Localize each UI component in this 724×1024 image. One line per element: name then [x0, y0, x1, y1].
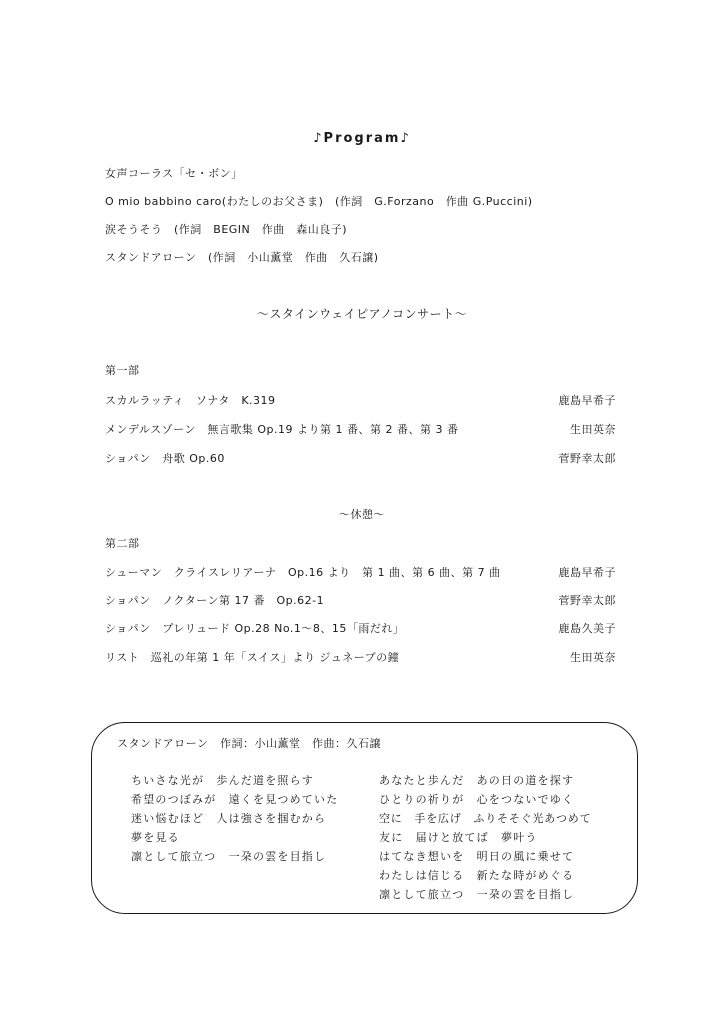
- part2-piece-1: シューマン クライスレリアーナ Op.16 より 第 1 曲、第 6 曲、第 7 曲: [105, 566, 501, 579]
- choir-item-2: O mio babbino caro(わたしのお父さま) (作詞 G.Forzano 作曲 G.Puccini): [105, 195, 533, 208]
- lyrics-right-line: 凛として旅立つ 一朶の雲を目指し: [379, 888, 575, 901]
- lyrics-right-line: あなたと歩んだ あの日の道を探す: [379, 774, 575, 787]
- part1-performer-1: 鹿島早希子: [558, 394, 616, 407]
- lyrics-right-line: はてなき想いを 明日の風に乗せて: [379, 850, 575, 863]
- part1-performer-2: 生田英奈: [570, 423, 616, 436]
- part2-heading: 第二部: [105, 537, 140, 550]
- part1-piece-1: スカルラッティ ソナタ K.319: [105, 394, 276, 407]
- lyrics-left-line: 夢を見る: [131, 831, 180, 844]
- lyrics-left-line: 凛として旅立つ 一朶の雲を目指し: [131, 850, 327, 863]
- part2-performer-2: 菅野幸太郎: [558, 594, 616, 607]
- lyrics-left-line: 希望のつぼみが 遠くを見つめていた: [131, 793, 339, 806]
- part1-heading: 第一部: [105, 364, 140, 377]
- concert-title: ～スタインウェイピアノコンサート～: [256, 307, 468, 321]
- choir-item-4: スタンドアローン (作詞 小山薫堂 作曲 久石譲): [105, 251, 379, 264]
- choir-item-1: 女声コーラス「セ・ボン」: [105, 167, 243, 180]
- part2-piece-2: ショパン ノクターン第 17 番 Op.62-1: [105, 594, 325, 607]
- lyrics-right-line: 空に 手を広げ ふりそそぐ光あつめて: [379, 812, 592, 825]
- part2-performer-4: 生田英奈: [570, 651, 616, 664]
- intermission: ～休憩～: [339, 508, 385, 521]
- part2-performer-1: 鹿島早希子: [558, 566, 616, 579]
- part1-piece-3: ショパン 舟歌 Op.60: [105, 452, 225, 465]
- lyrics-left-line: 迷い悩むほど 人は強さを掴むから: [131, 812, 327, 825]
- lyrics-right-line: ひとりの祈りが 心をつないでゆく: [379, 793, 575, 806]
- part1-performer-3: 菅野幸太郎: [558, 452, 616, 465]
- lyrics-box: [91, 722, 638, 914]
- lyrics-right-line: 友に 届けと放てば 夢叶う: [379, 831, 538, 844]
- part1-piece-2: メンデルスゾーン 無言歌集 Op.19 より第 1 番、第 2 番、第 3 番: [105, 423, 459, 436]
- lyrics-left-line: ちいさな光が 歩んだ道を照らす: [131, 774, 314, 787]
- part2-performer-3: 鹿島久美子: [558, 622, 616, 635]
- part2-piece-4: リスト 巡礼の年第 1 年「スイス」より ジュネーブの鐘: [105, 651, 400, 664]
- lyrics-header: スタンドアローン 作詞：小山薫堂 作曲：久石譲: [117, 737, 381, 750]
- lyrics-right-line: わたしは信じる 新たな時がめぐる: [379, 869, 575, 882]
- part2-piece-3: ショパン プレリュード Op.28 No.1～8、15「雨だれ」: [105, 622, 405, 635]
- program-title: ♪Program♪: [313, 131, 411, 146]
- choir-item-3: 涙そうそう (作詞 BEGIN 作曲 森山良子): [105, 223, 348, 236]
